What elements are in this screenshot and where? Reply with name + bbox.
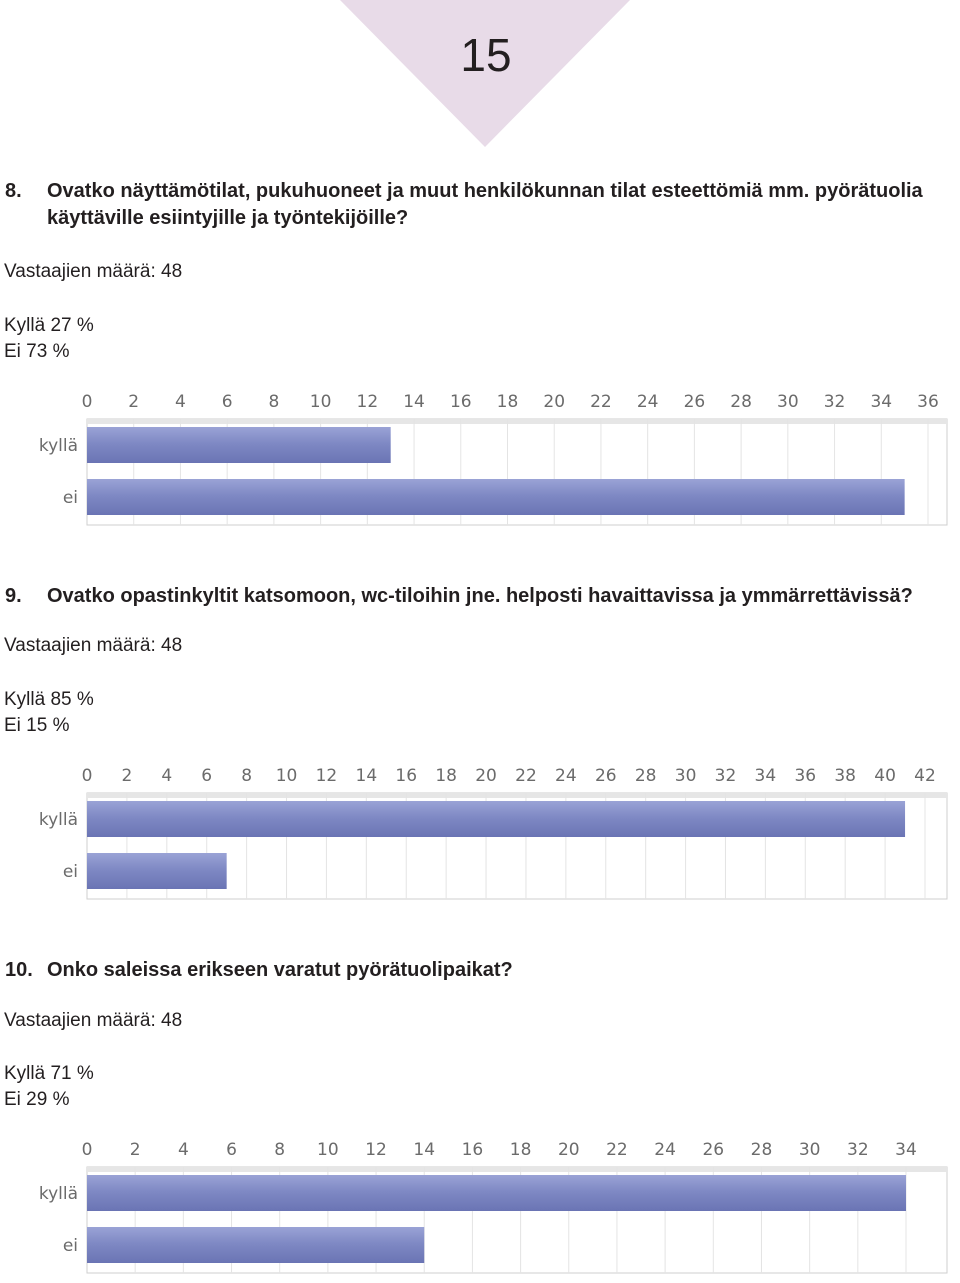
bar-kylla — [87, 427, 391, 463]
bar-chart-q10 — [0, 1133, 960, 1278]
tick-label: 16 — [461, 1140, 484, 1160]
chart-q8 — [0, 385, 960, 530]
tick-label: 4 — [177, 1140, 189, 1160]
tick-label: 36 — [794, 766, 817, 786]
tick-label: 8 — [268, 392, 280, 412]
tick-label: 28 — [634, 766, 657, 786]
tick-label: 38 — [834, 766, 857, 786]
question-number: 9. — [5, 585, 22, 607]
tick-label: 18 — [509, 1140, 532, 1160]
question-10 — [5, 957, 935, 984]
question-text: Ovatko näyttämötilat, pukuhuoneet ja muut henkilökunnan tilat esteettömiä mm. pyörätuolia käyttäville esiintyjille ja työntekijöille? — [47, 180, 923, 229]
tick-label: 12 — [365, 1140, 387, 1160]
bar-ei — [87, 853, 227, 889]
result-no: Ei 15 % — [4, 715, 70, 736]
tick-label: 22 — [515, 766, 537, 786]
tick-label: 10 — [309, 392, 332, 412]
question-text: Onko saleissa erikseen varatut pyörätuolipaikat? — [47, 959, 513, 981]
tick-label: 32 — [847, 1140, 869, 1160]
bar-kylla — [87, 801, 905, 837]
bar-kylla — [87, 1175, 906, 1211]
tick-label: 0 — [81, 392, 93, 412]
question-number: 8. — [5, 180, 22, 202]
category-label: kyllä — [38, 436, 78, 456]
tick-label: 24 — [654, 1140, 676, 1160]
tick-label: 16 — [449, 392, 472, 412]
tick-label: 4 — [175, 392, 186, 412]
tick-label: 34 — [870, 392, 893, 412]
tick-label: 32 — [823, 392, 846, 412]
result-no: Ei 73 % — [4, 341, 70, 362]
tick-label: 18 — [496, 392, 519, 412]
page-number: 15 — [460, 29, 512, 81]
bar-ei — [87, 1227, 424, 1263]
tick-label: 34 — [754, 766, 777, 786]
result-yes: Kyllä 71 % — [4, 1063, 94, 1084]
tick-label: 30 — [674, 766, 697, 786]
tick-label: 0 — [81, 1140, 93, 1160]
tick-label: 20 — [543, 392, 566, 412]
result-no: Ei 29 % — [4, 1089, 70, 1110]
tick-label: 28 — [750, 1140, 773, 1160]
tick-label: 32 — [714, 766, 737, 786]
category-label: ei — [62, 488, 78, 508]
tick-label: 20 — [557, 1140, 580, 1160]
tick-label: 6 — [201, 766, 213, 786]
tick-label: 14 — [355, 766, 378, 786]
question-8 — [5, 178, 935, 232]
tick-label: 28 — [730, 392, 752, 412]
tick-label: 24 — [555, 766, 577, 786]
tick-label: 10 — [275, 766, 298, 786]
tick-label: 30 — [777, 392, 799, 412]
category-label: kyllä — [38, 810, 78, 830]
tick-label: 8 — [274, 1140, 286, 1160]
bar-chart-q8 — [0, 385, 960, 530]
question-9 — [5, 583, 935, 610]
result-yes: Kyllä 85 % — [4, 689, 94, 710]
tick-label: 2 — [128, 392, 140, 412]
category-label: kyllä — [38, 1184, 78, 1204]
tick-label: 22 — [590, 392, 612, 412]
category-label: ei — [62, 1236, 78, 1256]
tick-label: 30 — [798, 1140, 821, 1160]
tick-label: 34 — [895, 1140, 917, 1160]
tick-label: 2 — [121, 766, 133, 786]
chart-q9 — [0, 759, 960, 904]
tick-label: 26 — [594, 766, 617, 786]
tick-label: 20 — [475, 766, 497, 786]
tick-label: 42 — [914, 766, 936, 786]
respondent-count: Vastaajien määrä: 48 — [4, 1010, 183, 1031]
tick-label: 24 — [636, 392, 659, 412]
tick-label: 12 — [356, 392, 379, 412]
result-yes: Kyllä 27 % — [4, 315, 94, 336]
tick-label: 10 — [317, 1140, 339, 1160]
tick-label: 26 — [683, 392, 706, 412]
question-text: Ovatko opastinkyltit katsomoon, wc-tiloihin jne. helposti havaittavissa ja ymmärrettävissä? — [47, 585, 913, 607]
question-number: 10. — [5, 959, 33, 981]
tick-label: 6 — [221, 392, 233, 412]
tick-label: 6 — [226, 1140, 237, 1160]
tick-label: 4 — [161, 766, 173, 786]
tick-label: 18 — [435, 766, 457, 786]
tick-label: 36 — [917, 392, 939, 412]
tick-label: 14 — [413, 1140, 436, 1160]
tick-label: 14 — [403, 392, 425, 412]
plot-top-strip — [87, 793, 947, 798]
chart-q10 — [0, 1133, 960, 1278]
respondent-count: Vastaajien määrä: 48 — [4, 635, 183, 656]
tick-label: 22 — [606, 1140, 628, 1160]
bar-ei — [87, 479, 905, 515]
tick-label: 2 — [129, 1140, 141, 1160]
respondent-count: Vastaajien määrä: 48 — [4, 261, 183, 282]
bar-chart-q9 — [0, 759, 960, 904]
tick-label: 0 — [81, 766, 93, 786]
tick-label: 16 — [395, 766, 418, 786]
tick-label: 26 — [702, 1140, 725, 1160]
tick-label: 12 — [315, 766, 338, 786]
plot-top-strip — [87, 419, 947, 424]
category-label: ei — [62, 862, 78, 882]
tick-label: 8 — [241, 766, 253, 786]
tick-label: 40 — [874, 766, 896, 786]
plot-top-strip — [87, 1167, 947, 1172]
